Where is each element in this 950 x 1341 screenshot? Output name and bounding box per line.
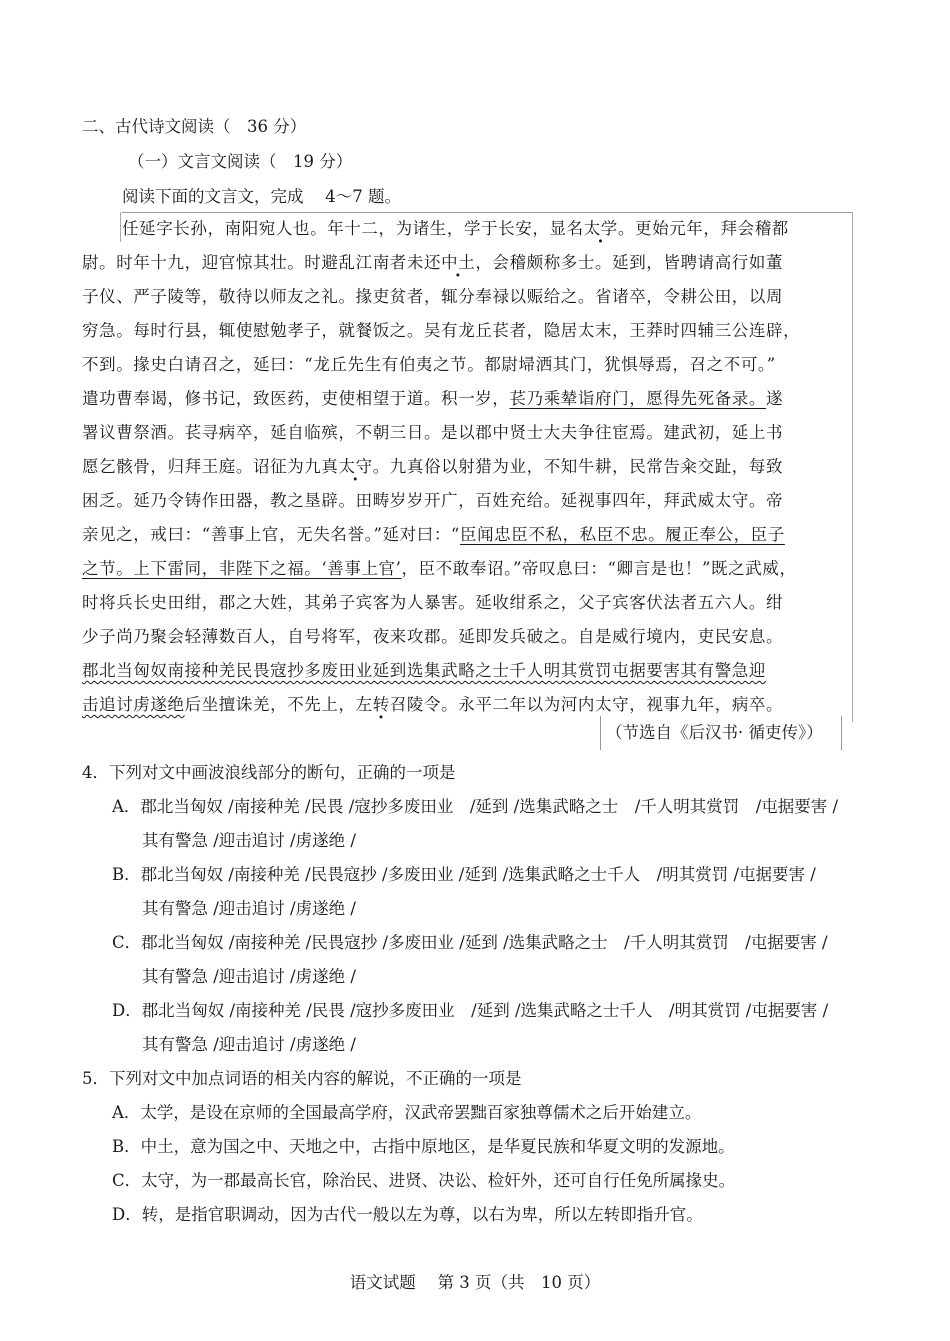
passage-line-5: 不到。掾史白请召之，延曰：“龙丘先生有伯夷之节。都尉埽洒其门，犹惧辱焉，召之不可。” [82, 355, 776, 374]
passage-line-11: 之节。上下雷同，非陛下之福。‘善事上官’，臣不敢奉诏。”帝叹息曰：“卿言是也！”既之武威， [82, 559, 797, 578]
question-4-option-d-cont: 其有警急 /迎击追讨 /虏遂绝 / [142, 1035, 356, 1054]
dotted-word-zhuan: 转 [372, 695, 390, 714]
question-5-option-a: A．太学，是设在京师的全国最高学府，汉武帝罢黜百家独尊儒术之后开始建立。 [112, 1103, 702, 1122]
passage-line-7: 署议曹祭酒。苌寻病卒，延自临殡，不朝三日。是以郡中贤士大夫争往宦焉。建武初，延上书 [82, 423, 784, 442]
question-4-option-a: A．郡北当匈奴 /南接种羌 /民畏 /寇抄多废田业 /延到 /选集武略之士 /千人明其赏罚 /屯据要害 / [112, 797, 839, 816]
underlined-sentence-1: 苌乃乘辇诣府门，愿得先死备录。 [509, 389, 766, 408]
passage-line-15: 击追讨虏遂绝后坐擅诛羌，不先上，左转召陵令。永平二年以为河内太守，视事九年，病卒。 [82, 695, 784, 714]
passage-line-2: 尉。时年十九，迎官惊其壮。时避乱江南者未还中土，会稽颇称多士。延到，皆聘请高行如董 [82, 253, 784, 272]
question-4-option-c: C．郡北当匈奴 /南接种羌 /民畏寇抄 /多废田业 /延到 /选集武略之士 /千人明其赏罚 /屯据要害 / [112, 933, 828, 952]
section-instruction: 阅读下面的文言文，完成 4～7 题。 [122, 187, 401, 206]
dotted-word-zhongtu: 中土 [441, 253, 476, 272]
page-footer: 语文试题 第 3 页（共 10 页） [349, 1273, 601, 1292]
dotted-word-taishou: 太守 [338, 457, 373, 476]
classical-passage [82, 212, 862, 752]
passage-line-3: 子仪、严子陵等，敬待以师友之礼。掾吏贫者，辄分奉禄以赈给之。省诸卒，令耕公田，以周 [82, 287, 784, 306]
question-4-option-b: B．郡北当匈奴 /南接种羌 /民畏寇抄 /多废田业 /延到 /选集武略之士千人 /明其赏罚 /屯据要害 / [112, 865, 816, 884]
question-4-stem: 4．下列对文中画波浪线部分的断句，正确的一项是 [82, 763, 456, 782]
question-5-stem: 5．下列对文中加点词语的相关内容的解说，不正确的一项是 [82, 1069, 522, 1088]
passage-line-13: 少子尚乃聚会轻薄数百人，自号将军，夜来攻郡。延即发兵破之。自是威行境内，吏民安息。 [82, 627, 784, 646]
question-4-option-a-cont: 其有警急 /迎击追讨 /虏遂绝 / [142, 831, 356, 850]
passage-line-9: 困乏。延乃令铸作田器，教之垦辟。田畴岁岁开广，百姓充给。延视事四年，拜武威太守。帝 [82, 491, 784, 510]
dotted-word-taixue: 太学 [583, 219, 618, 238]
wavy-line-sentence-a: 郡北当匈奴南接种羌民畏寇抄多废田业延到选集武略之士千人明其赏罚屯据要害其有警急迎 [82, 661, 766, 680]
section-title: 二、古代诗文阅读（ 36 分） [82, 117, 307, 136]
question-5-option-b: B．中土，意为国之中、天地之中，古指中原地区，是华夏民族和华夏文明的发源地。 [112, 1137, 735, 1156]
underlined-sentence-2a: 臣闻忠臣不私，私臣不忠。履正奉公，臣子 [459, 525, 785, 544]
passage-line-10: 亲见之，戒曰：“善事上官，无失名誉。”延对曰：“臣闻忠臣不私，私臣不忠。履正奉公，臣子 [82, 525, 785, 544]
question-4-option-c-cont: 其有警急 /迎击追讨 /虏遂绝 / [142, 967, 356, 986]
wavy-line-sentence-b: 击追讨虏遂绝 [82, 695, 185, 714]
passage-line-4: 穷急。每时行县，辄使慰勉孝子，就餐饭之。吴有龙丘苌者，隐居太末，王莽时四辅三公连辟， [82, 321, 801, 340]
question-4-option-b-cont: 其有警急 /迎击追讨 /虏遂绝 / [142, 899, 356, 918]
question-4-option-d: D．郡北当匈奴 /南接种羌 /民畏 /寇抄多废田业 /延到 /选集武略之士千人 /明其赏罚 /屯据要害 / [112, 1001, 829, 1020]
passage-line-8: 愿乞骸骨，归拜王庭。诏征为九真太守。九真俗以射猎为业，不知牛耕，民常告籴交趾，每致 [82, 457, 784, 476]
question-5-option-d: D．转，是指官职调动，因为古代一般以左为尊，以右为卑，所以左转即指升官。 [112, 1205, 703, 1224]
section-subtitle: （一）文言文阅读（ 19 分） [128, 152, 353, 171]
underlined-sentence-2b: 之节。上下雷同，非陛下之福。‘善事上官’ [82, 559, 402, 578]
passage-source: （节选自《后汉书· 循吏传》） [606, 723, 823, 742]
passage-line-12: 时将兵长史田绀，郡之大姓，其弟子宾客为人暴害。延收绀系之，父子宾客伏法者五六人。绀 [82, 593, 784, 612]
question-5-option-c: C．太守，为一郡最高长官，除治民、进贤、决讼、检奸外，还可自行任免所属掾史。 [112, 1171, 736, 1190]
passage-line-1: 任延字长孙，南阳宛人也。年十二，为诸生，学于长安，显名太学。更始元年，拜会稽都 [122, 219, 789, 238]
passage-line-6: 遣功曹奉谒，修书记，致医药，吏使相望于道。积一岁，苌乃乘辇诣府门，愿得先死备录。遂 [82, 389, 784, 408]
